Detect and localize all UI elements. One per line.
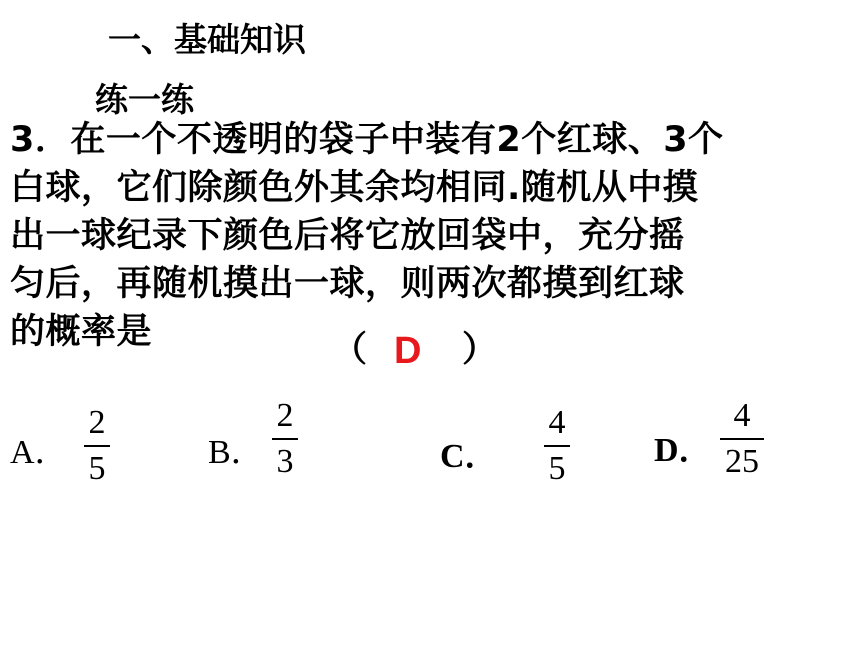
option-d-fraction	[720, 398, 764, 480]
answer-letter: D	[394, 330, 422, 372]
option-a-fraction	[84, 405, 110, 487]
fraction-bar	[272, 438, 298, 440]
fraction-bar	[720, 438, 764, 440]
option-a-denominator: 5	[88, 450, 106, 487]
option-b-label: B．	[208, 434, 265, 471]
question-line-5: 的概率是	[10, 312, 153, 352]
answer-paren-close: ）	[462, 330, 498, 370]
fraction-bar	[84, 445, 110, 447]
option-c-numerator: 4	[548, 404, 566, 441]
option-a-numerator: 2	[88, 404, 106, 441]
option-b-fraction	[272, 398, 298, 480]
question-line-2: 白球，它们除颜色外其余均相同.随机从中摸	[10, 168, 699, 208]
fraction-bar	[544, 445, 570, 447]
question-line-4: 匀后，再随机摸出一球，则两次都摸到红球	[10, 264, 685, 304]
option-d-numerator: 4	[733, 397, 751, 434]
option-a-label: A．	[10, 434, 69, 471]
section-heading: 一、基础知识	[108, 20, 306, 59]
option-b-denominator: 3	[276, 443, 294, 480]
option-d-label: D．	[654, 432, 713, 469]
option-c-denominator: 5	[548, 450, 566, 487]
answer-paren-open: （	[332, 330, 368, 370]
option-b-numerator: 2	[276, 397, 294, 434]
question-line-1: 3．在一个不透明的袋子中装有2个红球、3个	[10, 120, 724, 160]
option-d-denominator: 25	[725, 443, 759, 480]
option-c-label: C．	[440, 438, 499, 475]
subheading: 练一练	[95, 80, 194, 119]
question-line-3: 出一球纪录下颜色后将它放回袋中，充分摇	[10, 216, 685, 256]
option-c-fraction	[544, 405, 570, 487]
